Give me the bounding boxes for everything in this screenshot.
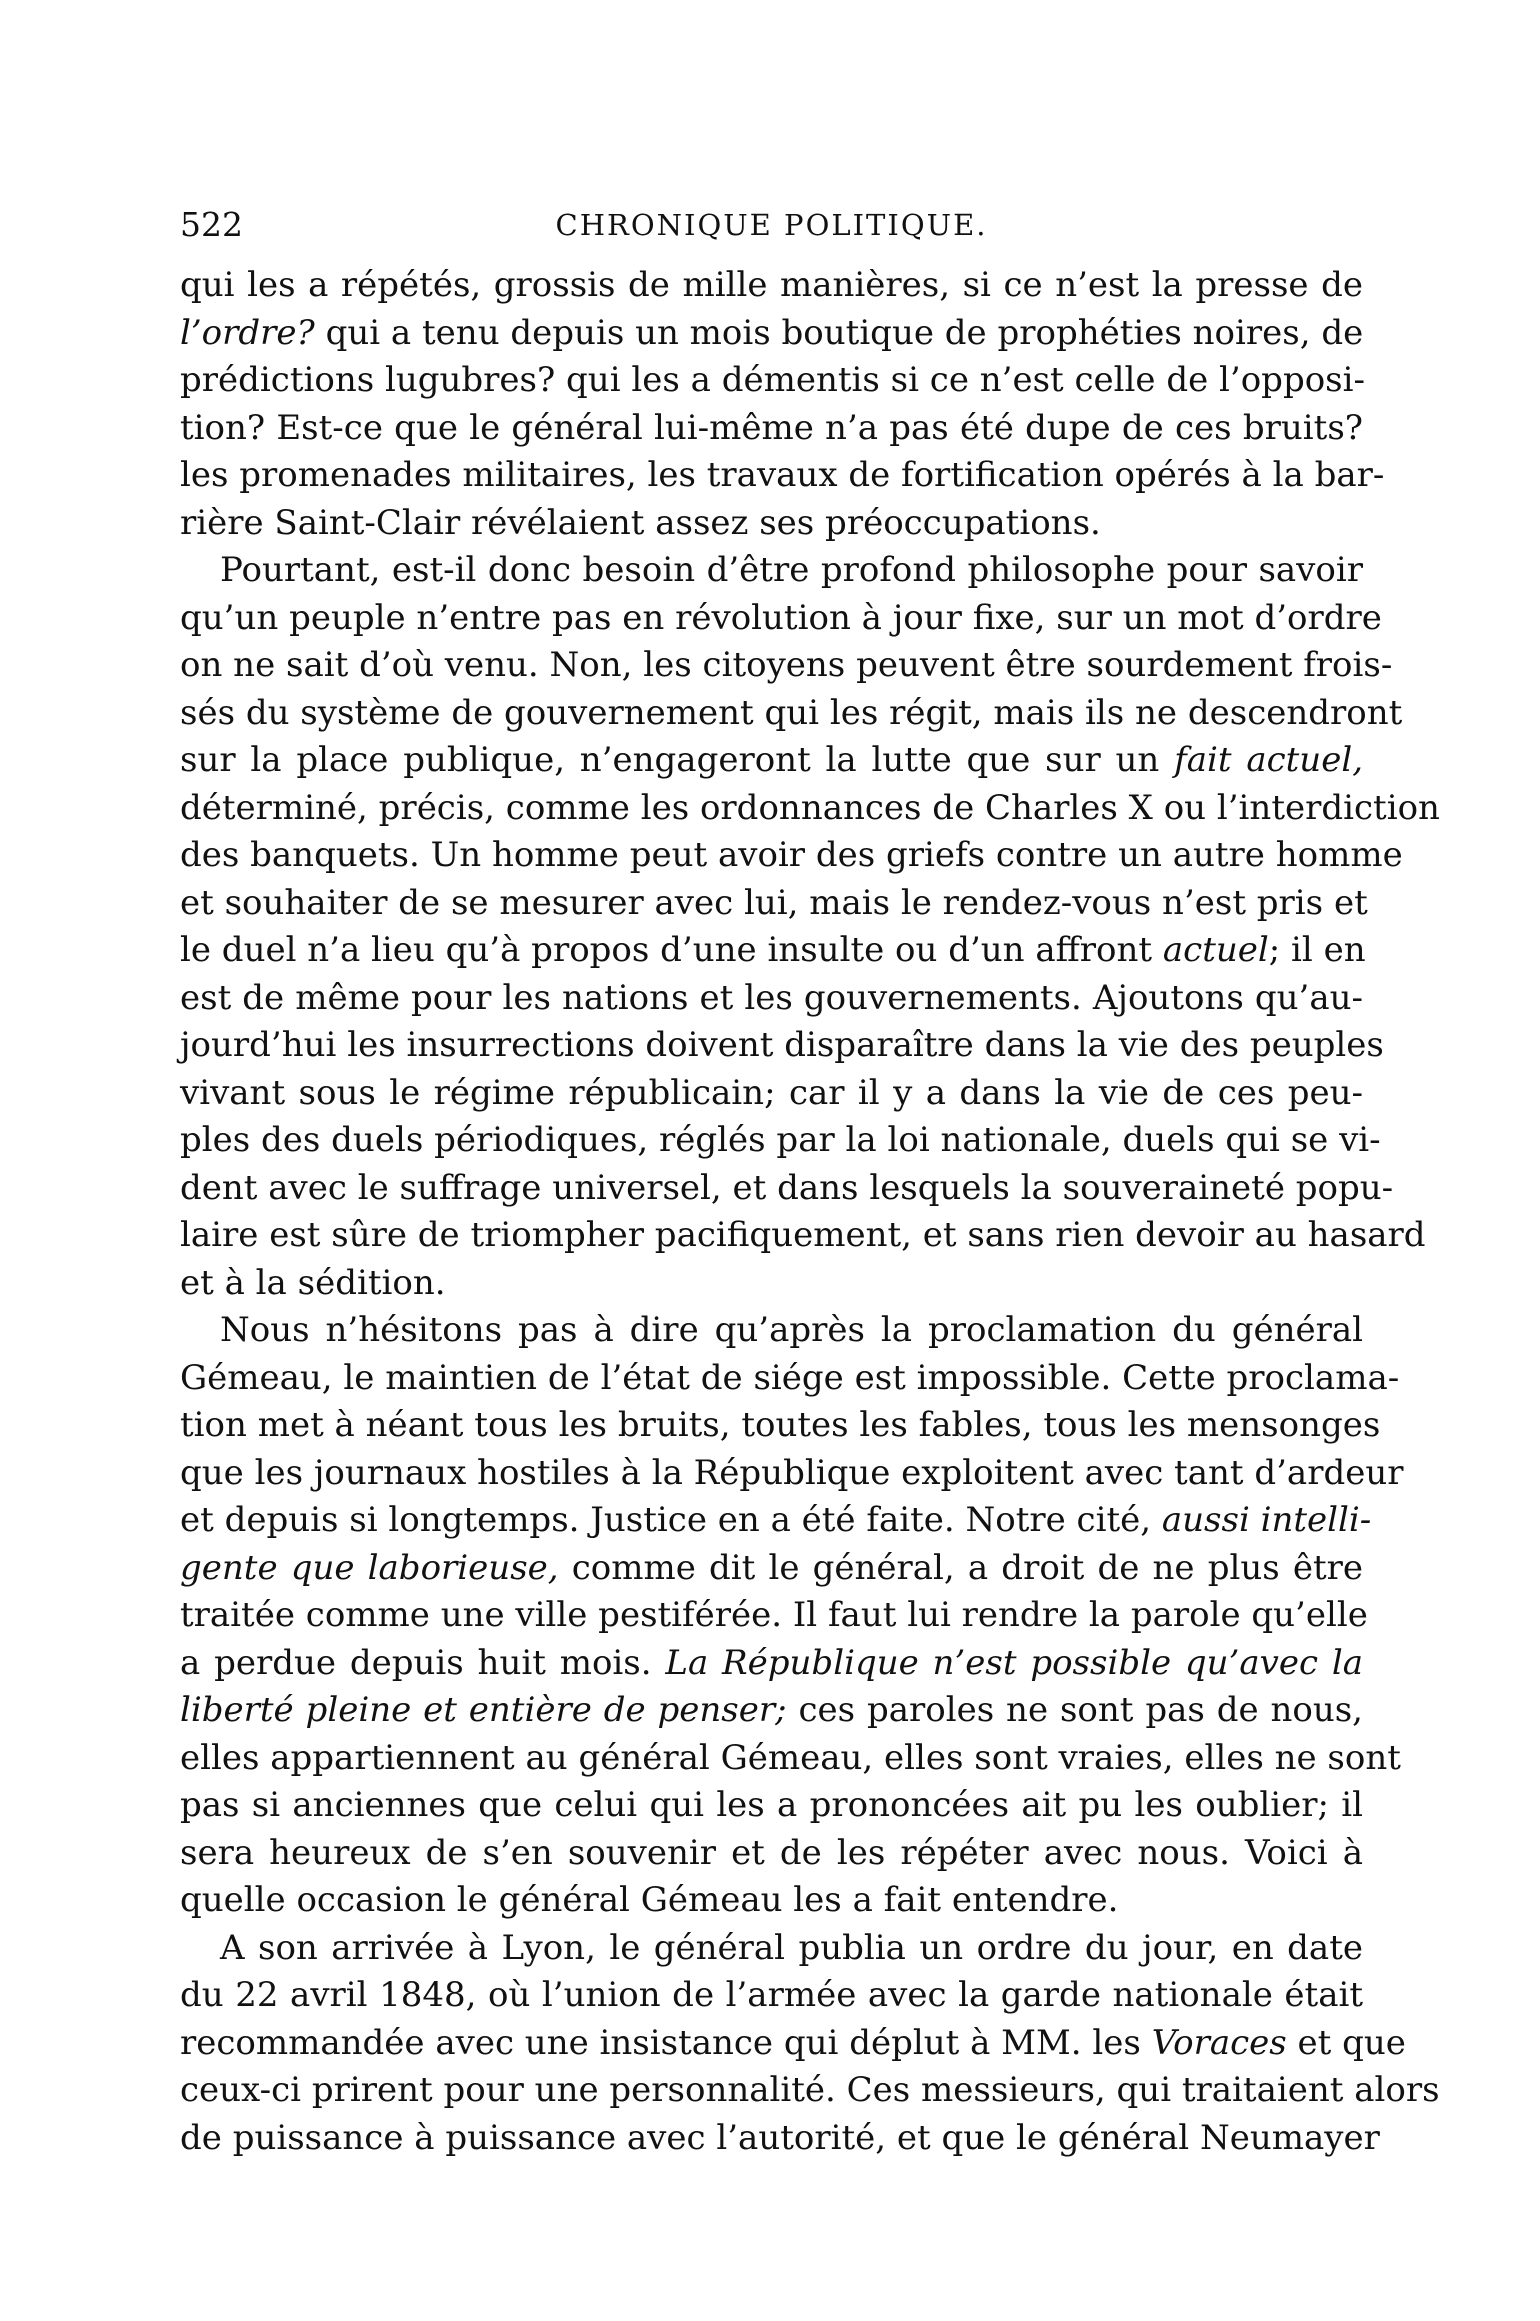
- text-line: [180, 1022, 1384, 1070]
- text-line: [180, 547, 1363, 595]
- text-segment: traitée comme une ville pestiférée. Il faut lui rendre la parole qu’elle: [180, 1595, 1368, 1635]
- text-segment: le duel n’a lieu qu’à propos d’une insulte ou d’un affront: [180, 930, 1163, 970]
- text-segment: ceux-ci prirent pour une personnalité. Ces messieurs, qui traitaient alors: [180, 2070, 1440, 2110]
- text-segment: Gémeau, le maintien de l’état de siége est impossible. Cette proclama-: [180, 1357, 1400, 1398]
- text-line: [180, 1735, 1401, 1783]
- text-line: [180, 1307, 1363, 1355]
- text-segment: du 22 avril 1848, où l’union de l’armée avec la garde nationale était: [180, 1975, 1363, 2015]
- text-segment: et depuis si longtemps. Justice en a été faite. Notre cité,: [180, 1500, 1162, 1540]
- italic-text: liberté pleine et entière de penser;: [180, 1690, 787, 1730]
- text-line: [180, 1355, 1400, 1403]
- text-line: [180, 737, 1363, 785]
- text-segment: rière Saint-Clair révélaient assez ses préoccupations.: [180, 502, 1101, 543]
- text-line: [180, 357, 1363, 405]
- text-line: [180, 1830, 1363, 1878]
- italic-text: Voraces: [1151, 2022, 1287, 2063]
- text-segment: et à la sédition.: [180, 1262, 446, 1303]
- text-segment: recommandée avec une insistance qui déplut à MM. les: [180, 2022, 1152, 2063]
- text-line: [180, 880, 1368, 928]
- text-line: [180, 1212, 1426, 1260]
- text-segment: ; il en: [1268, 930, 1366, 970]
- text-segment: et que: [1286, 2022, 1406, 2063]
- text-segment: a perdue depuis huit mois.: [180, 1642, 666, 1683]
- italic-text: fait actuel,: [1174, 740, 1363, 780]
- text-line: [180, 595, 1382, 643]
- text-segment: les promenades militaires, les travaux de fortification opérés à la bar-: [180, 455, 1385, 495]
- text-line: [180, 927, 1366, 975]
- text-line: [180, 1402, 1381, 1450]
- text-line: [180, 1687, 1363, 1735]
- text-line: [180, 1165, 1394, 1213]
- text-segment: qui a tenu depuis un mois boutique de prophéties noires, de: [314, 312, 1364, 353]
- italic-text: l’ordre?: [180, 312, 315, 353]
- text-segment: elles appartiennent au général Gémeau, elles sont vraies, elles ne sont: [180, 1737, 1401, 1778]
- text-segment: est de même pour les nations et les gouvernements. Ajoutons qu’au-: [180, 977, 1363, 1018]
- running-title: CHRONIQUE POLITIQUE.: [555, 208, 988, 242]
- running-head: [180, 200, 1363, 250]
- text-segment: dent avec le suffrage universel, et dans lesquels la souveraineté popu-: [180, 1167, 1394, 1208]
- text-segment: quelle occasion le général Gémeau les a fait entendre.: [180, 1880, 1119, 1920]
- italic-text: La République n’est possible qu’avec la: [665, 1642, 1363, 1683]
- text-line: [180, 690, 1403, 738]
- text-line: [180, 310, 1363, 358]
- text-segment: des banquets. Un homme peut avoir des griefs contre un autre homme: [180, 835, 1403, 875]
- text-line: [180, 1545, 1363, 1593]
- page-number: 522: [180, 205, 243, 244]
- text-segment: ples des duels périodiques, réglés par la loi nationale, duels qui se vi-: [180, 1120, 1381, 1160]
- text-line: [180, 1925, 1363, 1973]
- text-segment: qu’un peuple n’entre pas en révolution à jour fixe, sur un mot d’ordre: [180, 597, 1382, 638]
- text-segment: de puissance à puissance avec l’autorité, et que le général Neumayer: [180, 2117, 1380, 2158]
- text-segment: que les journaux hostiles à la République exploitent avec tant d’ardeur: [180, 1452, 1404, 1493]
- text-segment: sur la place publique, n’engageront la lutte que sur un: [180, 740, 1175, 780]
- text-line: [180, 1592, 1368, 1640]
- text-line: [180, 405, 1363, 453]
- text-line: [180, 2020, 1406, 2068]
- text-line: [180, 1260, 1363, 1308]
- text-line: [180, 1117, 1381, 1165]
- text-segment: A son arrivée à Lyon, le général publia un ordre du jour, en date: [220, 1927, 1363, 1968]
- text-line: [180, 975, 1363, 1023]
- text-line: [180, 2115, 1380, 2163]
- text-line: [180, 1877, 1363, 1925]
- text-line: [180, 642, 1393, 690]
- text-line: [180, 832, 1403, 880]
- text-segment: sera heureux de s’en souvenir et de les répéter avec nous. Voici à: [180, 1832, 1363, 1873]
- italic-text: gente que laborieuse,: [180, 1547, 559, 1588]
- text-segment: pas si anciennes que celui qui les a prononcées ait pu les oublier; il: [180, 1785, 1363, 1825]
- text-line: [180, 1450, 1404, 1498]
- text-segment: prédictions lugubres? qui les a démentis si ce n’est celle de l’opposi-: [180, 360, 1365, 400]
- text-line: [180, 1070, 1363, 1118]
- text-segment: sés du système de gouvernement qui les régit, mais ils ne descendront: [180, 692, 1403, 733]
- text-segment: tion met à néant tous les bruits, toutes les fables, tous les mensonges: [180, 1405, 1381, 1445]
- text-segment: ces paroles ne sont pas de nous,: [786, 1690, 1363, 1730]
- italic-text: actuel: [1162, 930, 1269, 970]
- text-line: [180, 500, 1363, 548]
- text-line: [180, 1640, 1363, 1688]
- text-segment: tion? Est-ce que le général lui-même n’a pas été dupe de ces bruits?: [180, 407, 1363, 448]
- text-line: [180, 785, 1440, 833]
- text-segment: jourd’hui les insurrections doivent disparaître dans la vie des peuples: [180, 1025, 1384, 1065]
- text-line: [180, 1497, 1372, 1545]
- text-segment: déterminé, précis, comme les ordonnances de Charles X ou l’interdiction: [180, 787, 1440, 828]
- text-line: [180, 262, 1363, 310]
- text-segment: Nous n’hésitons pas à dire qu’après la proclamation du général: [220, 1310, 1363, 1350]
- text-line: [180, 1972, 1363, 2020]
- text-line: [180, 452, 1385, 500]
- text-segment: comme dit le général, a droit de ne plus être: [558, 1547, 1364, 1588]
- body-text: [180, 262, 1440, 2162]
- text-segment: on ne sait d’où venu. Non, les citoyens peuvent être sourdement frois-: [180, 645, 1393, 685]
- text-line: [180, 2067, 1440, 2115]
- text-segment: vivant sous le régime républicain; car il y a dans la vie de ces peu-: [180, 1072, 1363, 1113]
- text-segment: Pourtant, est-il donc besoin d’être profond philosophe pour savoir: [220, 550, 1363, 590]
- italic-text: aussi intelli-: [1161, 1500, 1372, 1540]
- text-segment: laire est sûre de triompher pacifiquement, et sans rien devoir au hasard: [180, 1215, 1426, 1255]
- text-line: [180, 1782, 1363, 1830]
- text-segment: et souhaiter de se mesurer avec lui, mais le rendez-vous n’est pris et: [180, 882, 1368, 923]
- text-segment: qui les a répétés, grossis de mille manières, si ce n’est la presse de: [180, 265, 1363, 305]
